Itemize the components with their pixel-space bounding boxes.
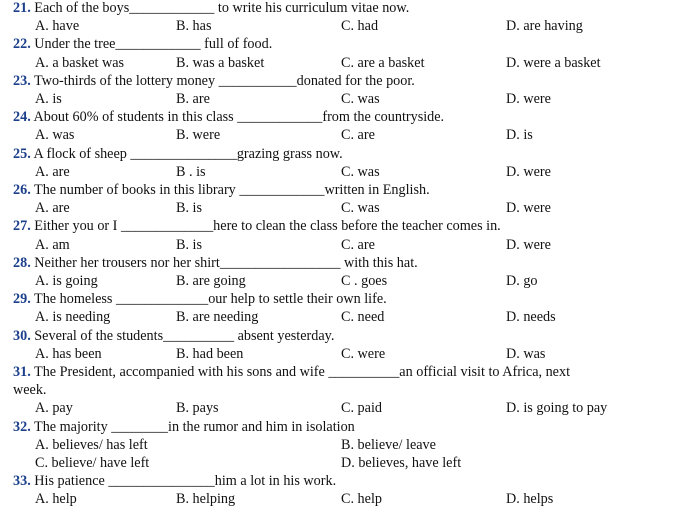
question-22 <box>13 35 272 53</box>
question-23 <box>13 72 415 90</box>
question-stem: The President, accompanied with his sons and wife __________an official visit to Africa, next <box>34 364 571 380</box>
option-c: C. are <box>341 127 375 144</box>
option-b: B. were <box>176 127 221 144</box>
option-a: A. has been <box>35 345 102 362</box>
option-d: D. needs <box>506 309 556 326</box>
question-number: 31. <box>13 364 31 380</box>
question-stem: Several of the students__________ absent yesterday. <box>34 327 335 344</box>
question-number: 30. <box>13 327 31 344</box>
option-d: D. were <box>506 163 551 180</box>
option-a: A. pay <box>35 400 73 417</box>
question-number: 22. <box>13 36 31 53</box>
question-32 <box>13 418 355 436</box>
option-d: D. is going to pay <box>506 400 608 417</box>
question-number: 26. <box>13 182 31 198</box>
question-stem: Two-thirds of the lottery money ___________donated for the poor. <box>34 72 415 89</box>
question-number: 28. <box>13 254 31 271</box>
option-a: A. believes/ has left <box>35 436 148 453</box>
question-number: 32. <box>13 418 31 435</box>
option-a: A. was <box>35 127 75 144</box>
option-b: B. has <box>176 18 212 35</box>
option-c: C. was <box>341 200 380 217</box>
option-b: B. had been <box>176 345 244 362</box>
option-b: B. pays <box>176 400 219 417</box>
option-b: B. are going <box>176 273 246 289</box>
option-b: B . is <box>176 163 206 180</box>
question-continuation: week. <box>13 382 47 399</box>
question-stem: About 60% of students in this class ____________from the countryside. <box>33 109 445 126</box>
question-stem: Under the tree____________ full of food. <box>34 36 273 53</box>
option-a: A. is needing <box>35 309 111 326</box>
option-a: A. help <box>35 491 77 508</box>
option-d: D. were <box>506 200 551 217</box>
option-d: D. were <box>506 236 551 253</box>
option-d: D. go <box>506 273 538 289</box>
option-a: A. a basket was <box>35 54 125 71</box>
option-b: B. was a basket <box>176 54 265 71</box>
option-d: D. is <box>506 127 533 144</box>
question-21 <box>13 0 409 17</box>
question-number: 29. <box>13 291 31 308</box>
question-stem: The majority ________in the rumor and him in isolation <box>34 418 355 435</box>
question-number: 24. <box>13 109 31 126</box>
option-c: C . goes <box>341 273 388 289</box>
option-c: C. are a basket <box>341 54 425 71</box>
option-b: B. is <box>176 200 203 217</box>
option-a: A. is <box>35 91 62 107</box>
question-29 <box>13 290 387 308</box>
option-d: D. believes, have left <box>341 455 462 471</box>
question-stem: The homeless _____________our help to settle their own life. <box>34 291 387 308</box>
question-number: 25. <box>13 145 31 162</box>
option-a: A. is going <box>35 273 98 289</box>
question-stem: A flock of sheep _______________grazing grass now. <box>33 145 343 162</box>
question-27 <box>13 217 501 235</box>
question-number: 23. <box>13 72 31 89</box>
question-stem: Either you or I _____________here to clean the class before the teacher comes in. <box>34 218 501 235</box>
option-b: B. helping <box>176 491 236 508</box>
option-c: C. believe/ have left <box>35 455 150 471</box>
question-25 <box>13 145 343 163</box>
option-b: B. are <box>176 91 210 107</box>
question-stem: Neither her trousers nor her shirt_________________ with this hat. <box>34 254 418 271</box>
question-30 <box>13 327 334 345</box>
question-stem: Each of the boys____________ to write his curriculum vitae now. <box>34 0 410 16</box>
option-a: A. are <box>35 163 70 180</box>
option-a: A. are <box>35 200 70 217</box>
option-d: D. helps <box>506 491 554 508</box>
question-33 <box>13 472 336 490</box>
question-28 <box>13 254 418 272</box>
option-c: C. paid <box>341 400 382 417</box>
option-c: C. help <box>341 491 382 508</box>
question-number: 27. <box>13 218 31 235</box>
option-a: A. am <box>35 236 70 253</box>
option-c: C. was <box>341 163 380 180</box>
question-number: 21. <box>13 0 31 16</box>
option-c: C. are <box>341 236 375 253</box>
question-number: 33. <box>13 473 31 490</box>
option-d: D. are having <box>506 18 583 35</box>
option-c: C. had <box>341 18 379 35</box>
option-c: C. was <box>341 91 380 107</box>
option-c: C. need <box>341 309 385 326</box>
question-stem: The number of books in this library ____________written in English. <box>34 182 430 198</box>
option-b: B. are needing <box>176 309 259 326</box>
option-d: D. were <box>506 91 551 107</box>
option-c: C. were <box>341 345 386 362</box>
option-a: A. have <box>35 18 80 35</box>
question-stem: His patience _______________him a lot in his work. <box>34 473 337 490</box>
question-24 <box>13 108 444 126</box>
question-31 <box>13 363 570 381</box>
option-d: D. were a basket <box>506 54 601 71</box>
option-d: D. was <box>506 345 546 362</box>
option-b: B. is <box>176 236 203 253</box>
question-26 <box>13 181 430 199</box>
option-b: B. believe/ leave <box>341 436 436 453</box>
